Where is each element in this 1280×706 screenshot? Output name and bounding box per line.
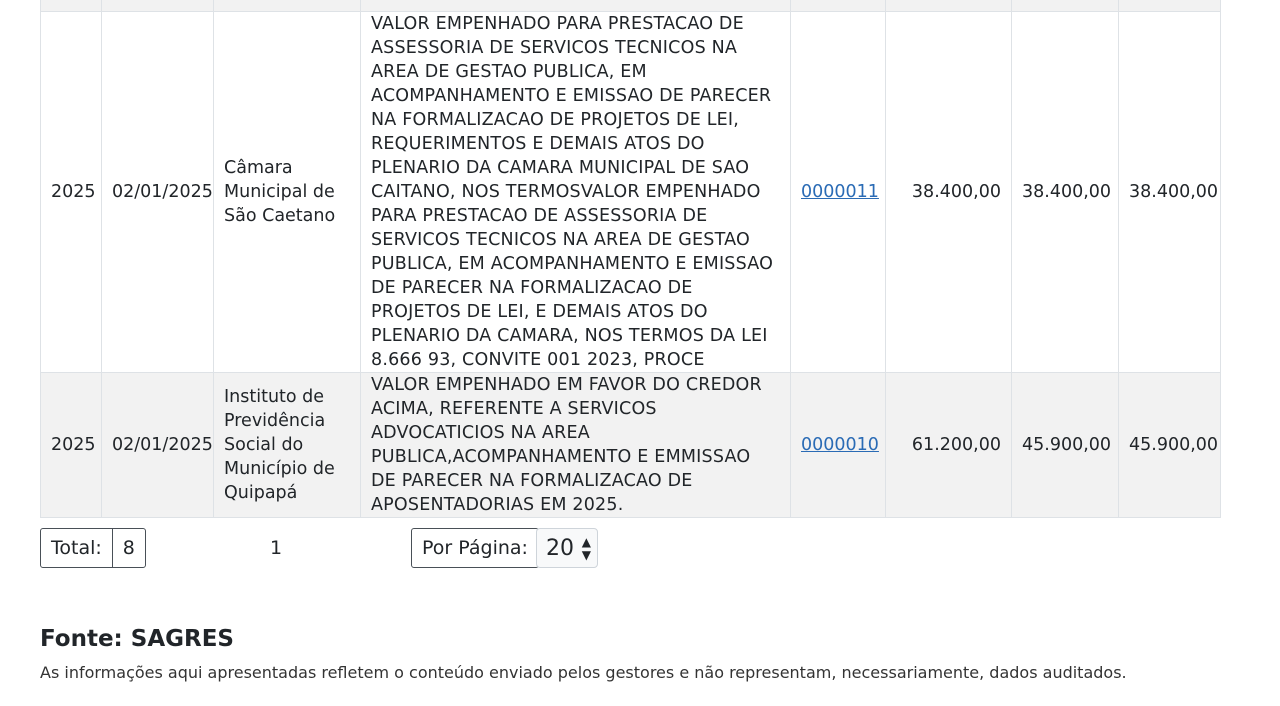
table-row (41, 373, 1221, 518)
table-cell (361, 0, 791, 12)
settled-value-cell: 45.900,00 (1012, 373, 1119, 518)
year-cell: 2025 (41, 373, 102, 518)
date-cell: 02/01/2025 (102, 373, 214, 518)
description-cell: VALOR EMPENHADO PARA PRESTACAO DE ASSESSORIA DE SERVICOS TECNICOS NA AREA DE GESTAO PUBLICA, EM ACOMPANHAMENTO E EMISSAO DE PARECER NA FORMALIZACAO DE PROJETOS DE LEI, REQUERIMENTOS E DEMAIS ATOS DO PLENARIO DA CAMARA MUNICIPAL DE SAO CAITANO, NOS TERMOSVALOR EMPENHADO PARA PRESTACAO DE ASSESSORIA DE SERVICOS TECNICOS NA AREA DE GESTAO PUBLICA, EM ACOMPANHAMENTO E EMISSAO DE PARECER NA FORMALIZACAO DE PROJETOS DE LEI, E DEMAIS ATOS DO PLENARIO DA CAMARA, NOS TERMOS DA LEI 8.666 93, CONVITE 001 2023, PROCE (361, 12, 791, 373)
creditor-cell: Instituto de Previdência Social do Município de Quipapá (214, 373, 361, 518)
spinner-arrows-icon[interactable]: ▲ ▼ (581, 535, 591, 562)
source-title: Fonte: SAGRES (40, 626, 234, 652)
paid-value-cell: 45.900,00 (1119, 373, 1221, 518)
description-cell: VALOR EMPENHADO EM FAVOR DO CREDOR ACIMA, REFERENTE A SERVICOS ADVOCATICIOS NA AREA PUBLICA,ACOMPANHAMENTO E EMMISSAO DE PARECER NA FORMALIZACAO DE APOSENTADORIAS EM 2025. (361, 373, 791, 518)
table-cell (41, 0, 102, 12)
source-note: As informações aqui apresentadas refletem o conteúdo enviado pelos gestores e não representam, necessariamente, dados auditados. (40, 663, 1127, 682)
date-cell: 02/01/2025 (102, 12, 214, 373)
table-cell (214, 0, 361, 12)
committed-value-cell: 61.200,00 (886, 373, 1012, 518)
commitment-link[interactable]: 0000011 (801, 182, 879, 202)
committed-value-cell: 38.400,00 (886, 12, 1012, 373)
commitment-link[interactable]: 0000010 (801, 435, 879, 455)
settled-value-cell: 38.400,00 (1012, 12, 1119, 373)
total-count-box (40, 528, 146, 568)
total-label: Total: (51, 537, 102, 559)
paid-value-cell: 38.400,00 (1119, 12, 1221, 373)
commitment-cell (791, 373, 886, 518)
table-cell (102, 0, 214, 12)
per-page-select[interactable] (536, 528, 598, 568)
table-row (41, 0, 1221, 12)
per-page-value: 20 (546, 535, 574, 561)
table-cell (886, 0, 1012, 12)
pagination-bar (40, 528, 640, 568)
table-row (41, 12, 1221, 373)
creditor-cell: Câmara Municipal de São Caetano (214, 12, 361, 373)
commitment-cell (791, 12, 886, 373)
per-page-label: Por Página: (411, 528, 539, 568)
table-cell (1012, 0, 1119, 12)
table-cell (791, 0, 886, 12)
page-number-1[interactable]: 1 (270, 537, 283, 559)
total-value: 8 (112, 529, 145, 567)
table-cell (1119, 0, 1221, 12)
year-cell: 2025 (41, 12, 102, 373)
commitments-table (40, 0, 1221, 518)
